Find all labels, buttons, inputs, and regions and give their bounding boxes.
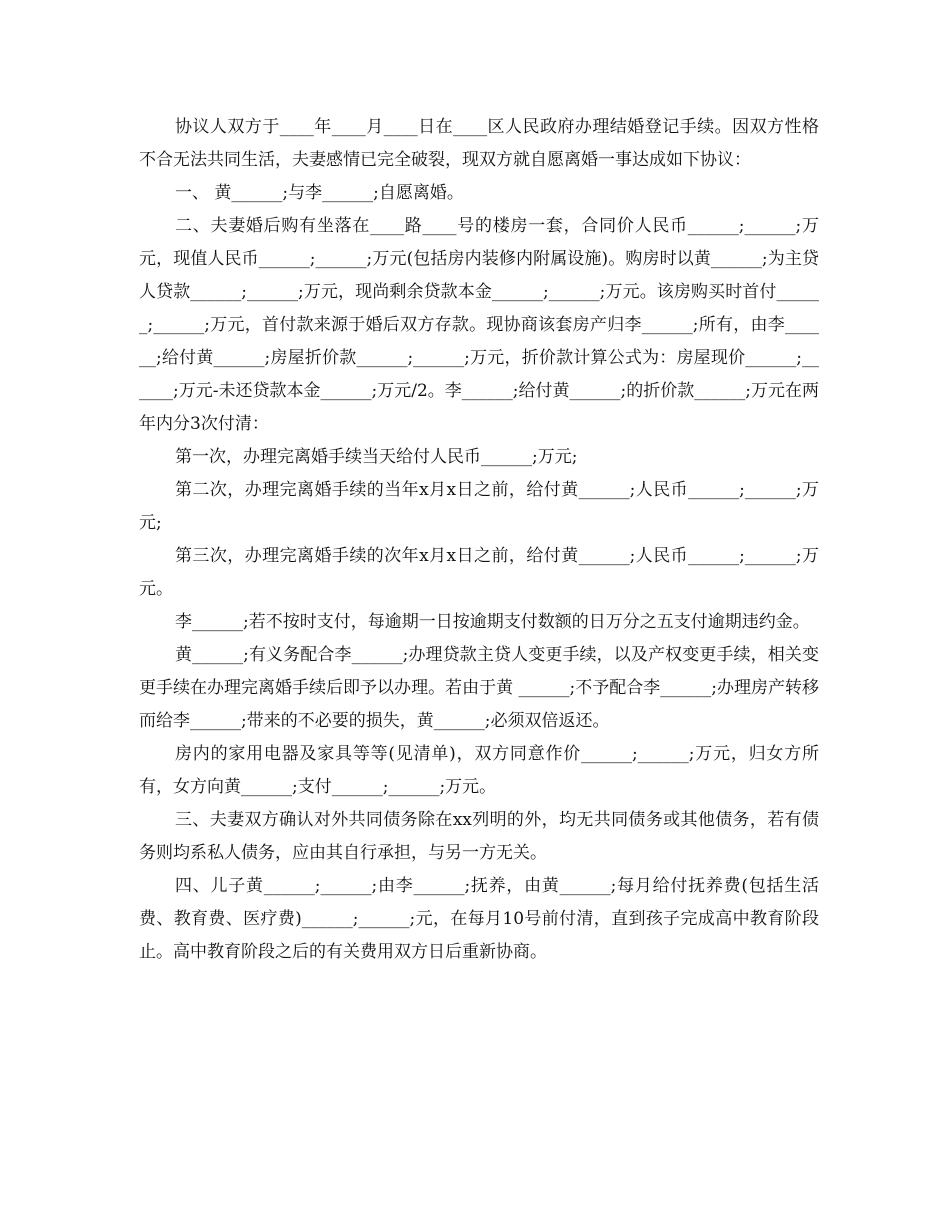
paragraph-transfer-cooperation: 黄______;有义务配合李______;办理贷款主贷人变更手续，以及产权变更手续，相关变更手续在办理完离婚手续后即予以办理。若由于黄 ______;不予配合李______;办理房产转移而给李______;带来的不必要的损失，黄______;必须双倍返还。 (139, 645, 819, 731)
paragraph-clause-3-debts: 三、夫妻双方确认对外共同债务除在xx列明的外，均无共同债务或其他债务，若有债务则均系私人债务，应由其自行承担，与另一方无关。 (139, 810, 819, 863)
paragraph-payment-3: 第三次，办理完离婚手续的次年x月x日之前，给付黄______;人民币______;______;万元。 (139, 546, 819, 599)
paragraph-clause-4-child: 四、儿子黄______;______;由李______;抚养，由黄______;每月给付抚养费(包括生活费、教育费、医疗费)______;______;元，在每月10号前付清，直到孩子完成高中教育阶段止。高中教育阶段之后的有关费用双方日后重新协商。 (139, 876, 819, 962)
paragraph-preamble: 协议人双方于____年____月____日在____区人民政府办理结婚登记手续。因双方性格不合无法共同生活，夫妻感情已完全破裂，现双方就自愿离婚一事达成如下协议： (139, 117, 819, 170)
paragraph-payment-1: 第一次，办理完离婚手续当天给付人民币______;万元; (175, 447, 578, 467)
document-page (139, 111, 819, 969)
paragraph-late-penalty: 李______;若不按时支付，每逾期一日按逾期支付数额的日万分之五支付逾期违约金。 (175, 612, 810, 632)
paragraph-clause-1: 一、 黄______;与李______;自愿离婚。 (175, 183, 464, 203)
paragraph-furniture: 房内的家用电器及家具等等(见清单)，双方同意作价______;______;万元，归女方所有，女方向黄______;支付______;______;万元。 (139, 744, 819, 797)
paragraph-payment-2: 第二次，办理完离婚手续的当年x月x日之前，给付黄______;人民币______;______;万元; (139, 480, 819, 533)
paragraph-clause-2: 二、夫妻婚后购有坐落在____路____号的楼房一套，合同价人民币______;______;万元，现值人民币______;______;万元(包括房内装修内附属设施)。购房时以黄______;为主贷人贷款______;______;万元，现尚剩余贷款本金______;______;万元。该房购买时首付______;______;万元，首付款来源于婚后双方存款。现协商该套房产归李______;所有，由李______;给付黄______;房屋折价款______;______;万元，折价款计算公式为：房屋现价______;______;万元-未还贷款本金______;万元/2。李______;给付黄______;的折价款______;万元在两年内分3次付清： (139, 216, 819, 434)
